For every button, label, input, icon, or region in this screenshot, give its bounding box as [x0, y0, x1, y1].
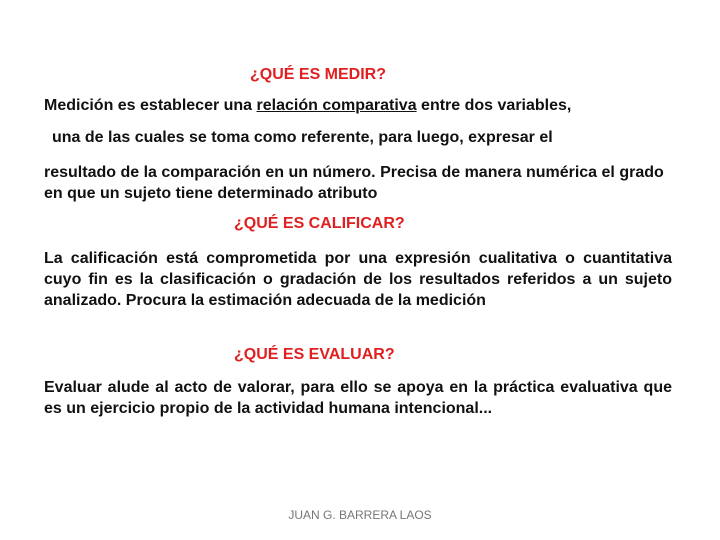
medir-line-1 [44, 97, 571, 115]
medir-line-1-text-before: Medición es establecer una [44, 97, 257, 114]
heading-que-es-evaluar: ¿QUÉ ES EVALUAR? [234, 346, 395, 363]
calificar-paragraph: La calificación está comprometida por una expresión cualitativa o cuantitativa cuyo fin es la clasificación o gradación de los resultados referidos a un sujeto analizado. Procura la estimación adecuada de la medición [44, 250, 672, 309]
footer-author: JUAN G. BARRERA LAOS [288, 508, 432, 522]
heading-que-es-medir: ¿QUÉ ES MEDIR? [250, 66, 387, 83]
medir-line-1-text-after: entre dos variables, [416, 97, 572, 114]
heading-que-es-calificar: ¿QUÉ ES CALIFICAR? [234, 215, 405, 232]
medir-line-2: una de las cuales se toma como referente, para luego, expresar el [52, 129, 553, 146]
evaluar-paragraph: Evaluar alude al acto de valorar, para ello se apoya en la práctica evaluativa que es un ejercicio propio de la actividad humana intencional... [44, 379, 672, 417]
underlined-relacion-comparativa: relación comparativa [256, 97, 417, 114]
medir-paragraph: resultado de la comparación en un número. Precisa de manera numérica el grado en que un sujeto tiene determinado atributo [44, 164, 664, 202]
